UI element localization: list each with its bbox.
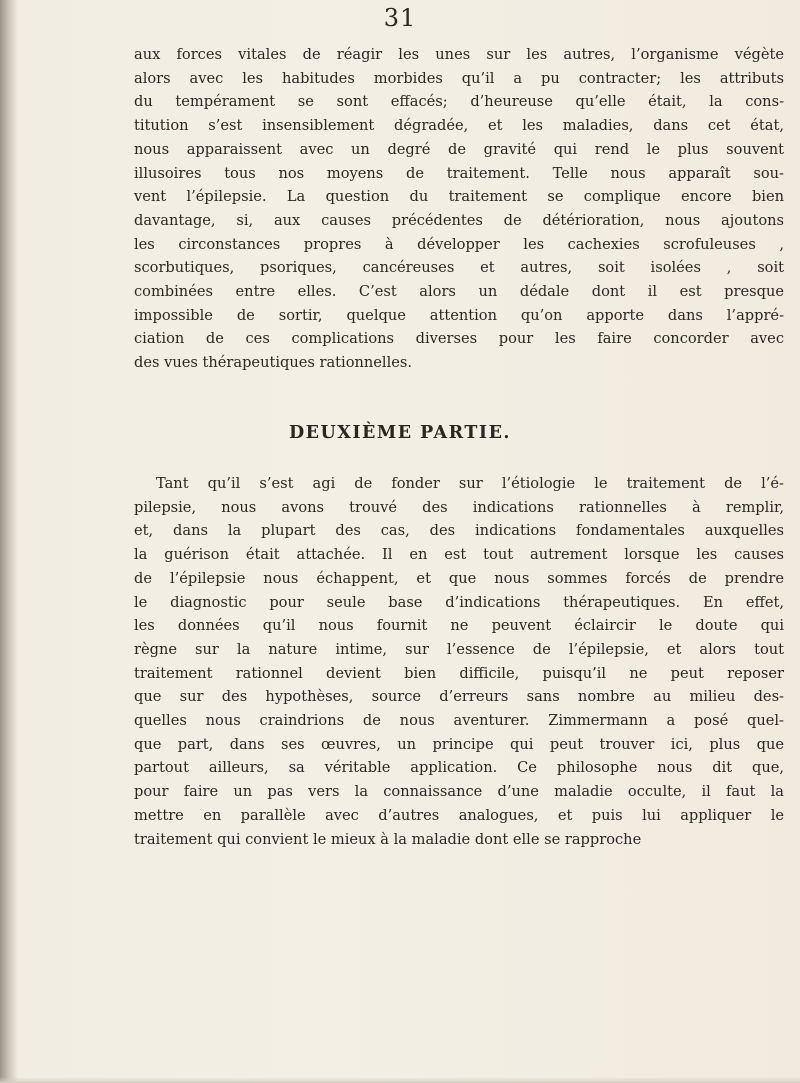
paragraph-1-line: vent l’épilepsie. La question du traitement se complique encore bien	[134, 188, 784, 206]
paragraph-1-line: impossible de sortir, quelque attention qu’on apporte dans l’appré-	[134, 306, 784, 324]
paragraph-2-line: de l’épilepsie nous échappent, et que nous sommes forcés de prendre	[134, 569, 784, 587]
paragraph-2-line: la guérison était attachée. Il en est tout autrement lorsque les causes	[134, 546, 784, 564]
paragraph-1-line: scorbutiques, psoriques, cancéreuses et autres, soit isolées , soit	[134, 259, 784, 277]
paragraph-2-line: que sur des hypothèses, source d’erreurs sans nombre au milieu des-	[134, 688, 784, 706]
paragraph-1-line: combinées entre elles. C’est alors un dédale dont il est presque	[134, 283, 784, 301]
paragraph-2-line: quelles nous craindrions de nous aventurer. Zimmermann a posé quel-	[134, 712, 784, 730]
paragraph-2	[134, 472, 784, 851]
paragraph-2-line: traitement qui convient le mieux à la maladie dont elle se rapproche	[134, 830, 642, 848]
paragraph-2-line: pour faire un pas vers la connaissance d’une maladie occulte, il faut la	[134, 783, 784, 801]
section-heading: DEUXIÈME PARTIE.	[288, 423, 512, 443]
paragraph-1-line: les circonstances propres à développer les cachexies scrofuleuses ,	[134, 235, 784, 253]
paragraph-2-line: partout ailleurs, sa véritable application. Ce philosophe nous dit que,	[134, 759, 784, 777]
paragraph-2-line: Tant qu’il s’est agi de fonder sur l’étiologie le traitement de l’é-	[156, 475, 784, 492]
paragraph-1-line: ciation de ces complications diverses pour les faire concorder avec	[134, 330, 784, 348]
paragraph-2-line: traitement rationnel devient bien difficile, puisqu’il ne peut reposer	[134, 664, 784, 682]
paragraph-1-line: des vues thérapeutiques rationnelles.	[134, 354, 413, 372]
paragraph-1-line: titution s’est insensiblement dégradée, et les maladies, dans cet état,	[134, 117, 784, 135]
spine-shadow	[0, 0, 18, 1083]
page-edge-shadow	[0, 1077, 800, 1083]
paragraph-2-line: règne sur la nature intime, sur l’essence de l’épilepsie, et alors tout	[134, 640, 784, 658]
paragraph-1-line: aux forces vitales de réagir les unes sur les autres, l’organisme végète	[134, 46, 784, 63]
paragraph-2-line: mettre en parallèle avec d’autres analogues, et puis lui appliquer le	[134, 806, 784, 824]
paragraph-2-line: que part, dans ses œuvres, un principe qui peut trouver ici, plus que	[134, 735, 784, 753]
paragraph-1-line: du tempérament se sont effacés; d’heureuse qu’elle était, la cons-	[134, 93, 784, 111]
page-number: 31	[383, 4, 417, 32]
paragraph-1-line: illusoires tous nos moyens de traitement. Telle nous apparaît sou-	[134, 164, 784, 182]
paragraph-1-line: davantage, si, aux causes précédentes de détérioration, nous ajoutons	[134, 211, 784, 229]
paragraph-2-line: pilepsie, nous avons trouvé des indications rationnelles à remplir,	[134, 498, 784, 516]
paragraph-1-line: alors avec les habitudes morbides qu’il a pu contracter; les attributs	[134, 69, 784, 87]
paragraph-2-line: et, dans la plupart des cas, des indications fondamentales auxquelles	[134, 522, 784, 540]
paragraph-2-line: les données qu’il nous fournit ne peuvent éclaircir le doute qui	[134, 617, 784, 635]
paragraph-2-line: le diagnostic pour seule base d’indications thérapeutiques. En effet,	[134, 593, 784, 611]
paragraph-1	[134, 43, 784, 375]
paragraph-1-line: nous apparaissent avec un degré de gravité qui rend le plus souvent	[134, 140, 784, 158]
